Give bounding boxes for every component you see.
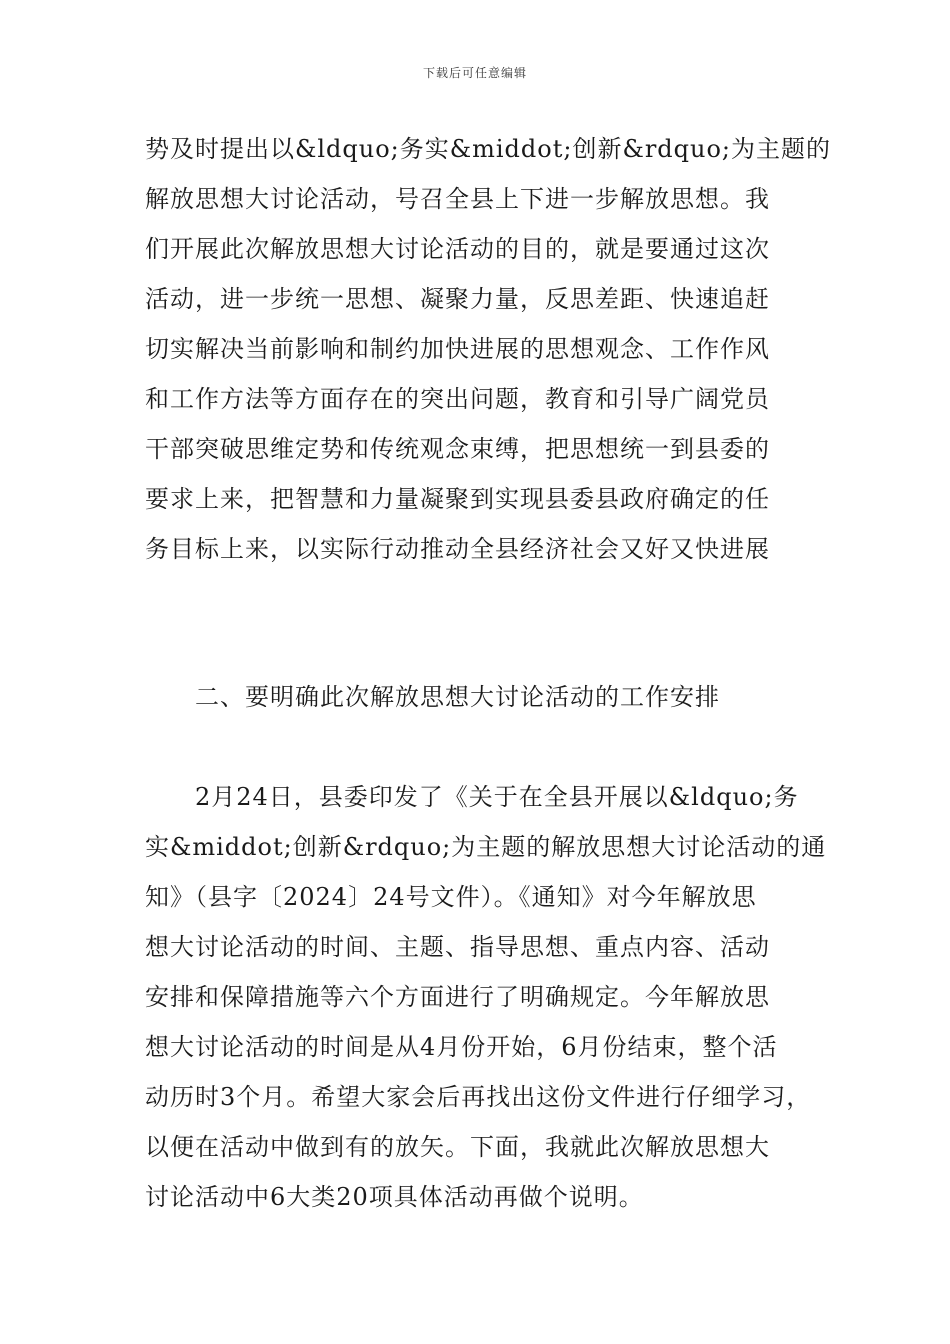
- paragraph-1-line: 活动，进一步统一思想、凝聚力量，反思差距、快速追赶: [145, 285, 770, 313]
- paragraph-2-line: 安排和保障措施等六个方面进行了明确规定。今年解放思: [145, 983, 770, 1011]
- paragraph-1-line: 干部突破思维定势和传统观念束缚，把思想统一到县委的: [145, 435, 770, 463]
- paragraph-2-line: 动历时3个月。希望大家会后再找出这份文件进行仔细学习，: [145, 1083, 812, 1111]
- paragraph-1-line: 解放思想大讨论活动，号召全县上下进一步解放思想。我: [145, 185, 770, 213]
- paragraph-2-line: 讨论活动中6大类20项具体活动再做个说明。: [145, 1183, 644, 1211]
- paragraph-2-line: 实&middot;创新&rdquo;为主题的解放思想大讨论活动的通: [145, 833, 827, 861]
- paragraph-1-line: 势及时提出以&ldquo;务实&middot;创新&rdquo;为主题的: [145, 135, 832, 163]
- paragraph-2-line: 想大讨论活动的时间、主题、指导思想、重点内容、活动: [145, 933, 770, 961]
- paragraph-1-line: 要求上来，把智慧和力量凝聚到实现县委县政府确定的任: [145, 485, 770, 513]
- paragraph-2-line: 知》（县字〔2024〕24号文件）。《通知》对今年解放思: [145, 883, 757, 911]
- paragraph-2-line: 想大讨论活动的时间是从4月份开始，6月份结束，整个活: [145, 1033, 778, 1061]
- paragraph-1-line: 切实解决当前影响和制约加快进展的思想观念、工作作风: [145, 335, 770, 363]
- paragraph-1-line: 们开展此次解放思想大讨论活动的目的，就是要通过这次: [145, 235, 770, 263]
- page-header: 下载后可任意编辑: [422, 66, 527, 80]
- paragraph-2-line: 2月24日，县委印发了《关于在全县开展以&ldquo;务: [195, 783, 799, 811]
- paragraph-1-line: 务目标上来，以实际行动推动全县经济社会又好又快进展: [145, 535, 770, 563]
- paragraph-2-line: 以便在活动中做到有的放矢。下面，我就此次解放思想大: [145, 1133, 770, 1161]
- section-heading: 二、要明确此次解放思想大讨论活动的工作安排: [195, 683, 720, 711]
- paragraph-1-line: 和工作方法等方面存在的突出问题，教育和引导广阔党员: [145, 385, 770, 413]
